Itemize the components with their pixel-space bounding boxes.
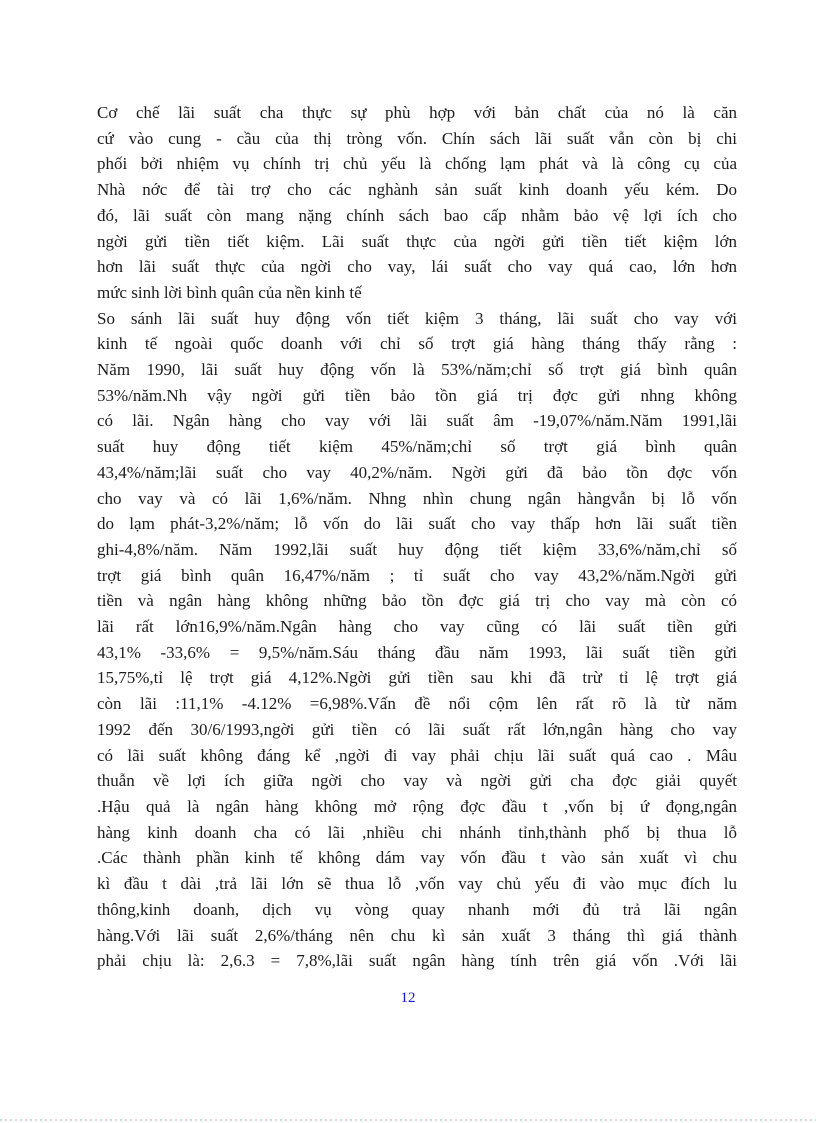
paragraph-1: [97, 100, 737, 306]
text-line: tiền và ngân hàng không những bảo tồn đợc giá trị cho vay mà còn có: [97, 591, 737, 611]
text-line: cứ vào cung - cầu của thị tròng vốn. Chín sách lãi suất vẫn còn bị chi: [97, 128, 737, 148]
text-line: do lạm phát-3,2%/năm; lỗ vốn do lãi suất cho vay thấp hơn lãi suất tiền: [97, 514, 737, 534]
text-line: lãi rất lớn16,9%/năm.Ngân hàng cho vay cũng có lãi suất tiền gửi: [97, 617, 737, 637]
text-line: 15,75%,tỉ lệ trợt giá 4,12%.Ngời gửi tiền sau khi đã trừ tỉ lệ trợt giá: [97, 668, 737, 688]
text-line: 43,1% -33,6% = 9,5%/năm.Sáu tháng đầu năm 1993, lãi suất tiền gửi: [97, 642, 737, 662]
text-line: ghi-4,8%/năm. Năm 1992,lãi suất huy động tiết kiệm 33,6%/năm,chỉ số: [97, 539, 737, 559]
text-line: cho vay và có lãi 1,6%/năm. Nhng nhìn chung ngân hàngvẫn bị lỗ vốn: [97, 488, 737, 508]
text-line: còn lãi :11,1% -4.12% =6,98%.Vấn đề nổi cộm lên rất rõ là từ năm: [97, 694, 737, 714]
text-line: phối bởi nhiệm vụ chính trị chủ yếu là chống lạm phát và là công cụ của: [97, 154, 737, 174]
text-line: mức sinh lời bình quân của nền kinh tế: [97, 282, 362, 302]
page-bottom-dotted-line: [0, 1119, 816, 1121]
text-line: So sánh lãi suất huy động vốn tiết kiệm 3 tháng, lãi suất cho vay với: [97, 308, 737, 328]
text-line: hàng kinh doanh cha có lãi ,nhiều chi nhánh tỉnh,thành phố bị thua lỗ: [97, 822, 737, 842]
text-line: 43,4%/năm;lãi suất cho vay 40,2%/năm. Ngời gửi đã bảo tồn đợc vốn: [97, 462, 737, 482]
text-line: thuẫn về lợi ích giữa ngời cho vay và ngời gửi cha đợc giải quyết: [97, 771, 737, 791]
text-line: .Hậu quả là ngân hàng không mở rộng đợc đầu t ,vốn bị ứ đọng,ngân: [97, 796, 737, 816]
text-line: Cơ chế lãi suất cha thực sự phù hợp với bản chất của nó là căn: [97, 103, 737, 122]
text-line: 53%/năm.Nh vậy ngời gửi tiền bảo tồn giá trị đợc gửi nhng không: [97, 385, 737, 405]
text-line: có lãi. Ngân hàng cho vay với lãi suất âm -19,07%/năm.Năm 1991,lãi: [97, 411, 737, 431]
text-block: [97, 100, 737, 974]
text-line: trợt giá bình quân 16,47%/năm ; tỉ suất cho vay 43,2%/năm.Ngời gửi: [97, 565, 737, 585]
text-line: ngời gửi tiền tiết kiệm. Lãi suất thực của ngời gửi tiền tiết kiệm lớn: [97, 231, 737, 251]
page-number: 12: [400, 990, 416, 1006]
paragraph-2: [97, 306, 737, 974]
text-line: hơn lãi suất thực của ngời cho vay, lái suất cho vay quá cao, lớn hơn: [97, 257, 737, 277]
text-line: Nhà nớc để tài trợ cho các nghành sản suất kinh doanh yếu kém. Do: [97, 180, 737, 200]
text-line: kinh tế ngoài quốc doanh với chỉ số trợt giá hàng tháng thấy rằng :: [97, 334, 737, 354]
text-line: .Các thành phần kinh tế không dám vay vốn đầu t vào sản xuất vì chu: [97, 848, 737, 868]
text-line: Năm 1990, lãi suất huy động vốn là 53%/năm;chỉ số trợt giá bình quân: [97, 360, 737, 380]
text-line: thông,kinh doanh, dịch vụ vòng quay nhanh mới đủ trả lãi ngân: [97, 899, 737, 919]
text-line: suất huy động tiết kiệm 45%/năm;chỉ số trợt giá bình quân: [97, 437, 737, 457]
text-line: hàng.Với lãi suất 2,6%/tháng nên chu kì sản xuất 3 tháng thì giá thành: [97, 925, 737, 945]
text-line: phải chịu là: 2,6.3 = 7,8%,lãi suất ngân hàng tính trên giá vốn .Với lãi: [97, 951, 737, 971]
text-line: đó, lãi suất còn mang nặng chính sách bao cấp nhằm bảo vệ lợi ích cho: [97, 205, 737, 225]
text-line: 1992 đến 30/6/1993,ngời gửi tiền có lãi suất rất lớn,ngân hàng cho vay: [97, 719, 737, 739]
text-line: có lãi suất không đáng kể ,ngời đi vay phải chịu lãi suất quá cao . Mâu: [97, 745, 737, 765]
text-line: kì đầu t dài ,trả lãi lớn sẽ thua lỗ ,vốn vay chủ yếu đi vào mục đích lu: [97, 874, 737, 894]
